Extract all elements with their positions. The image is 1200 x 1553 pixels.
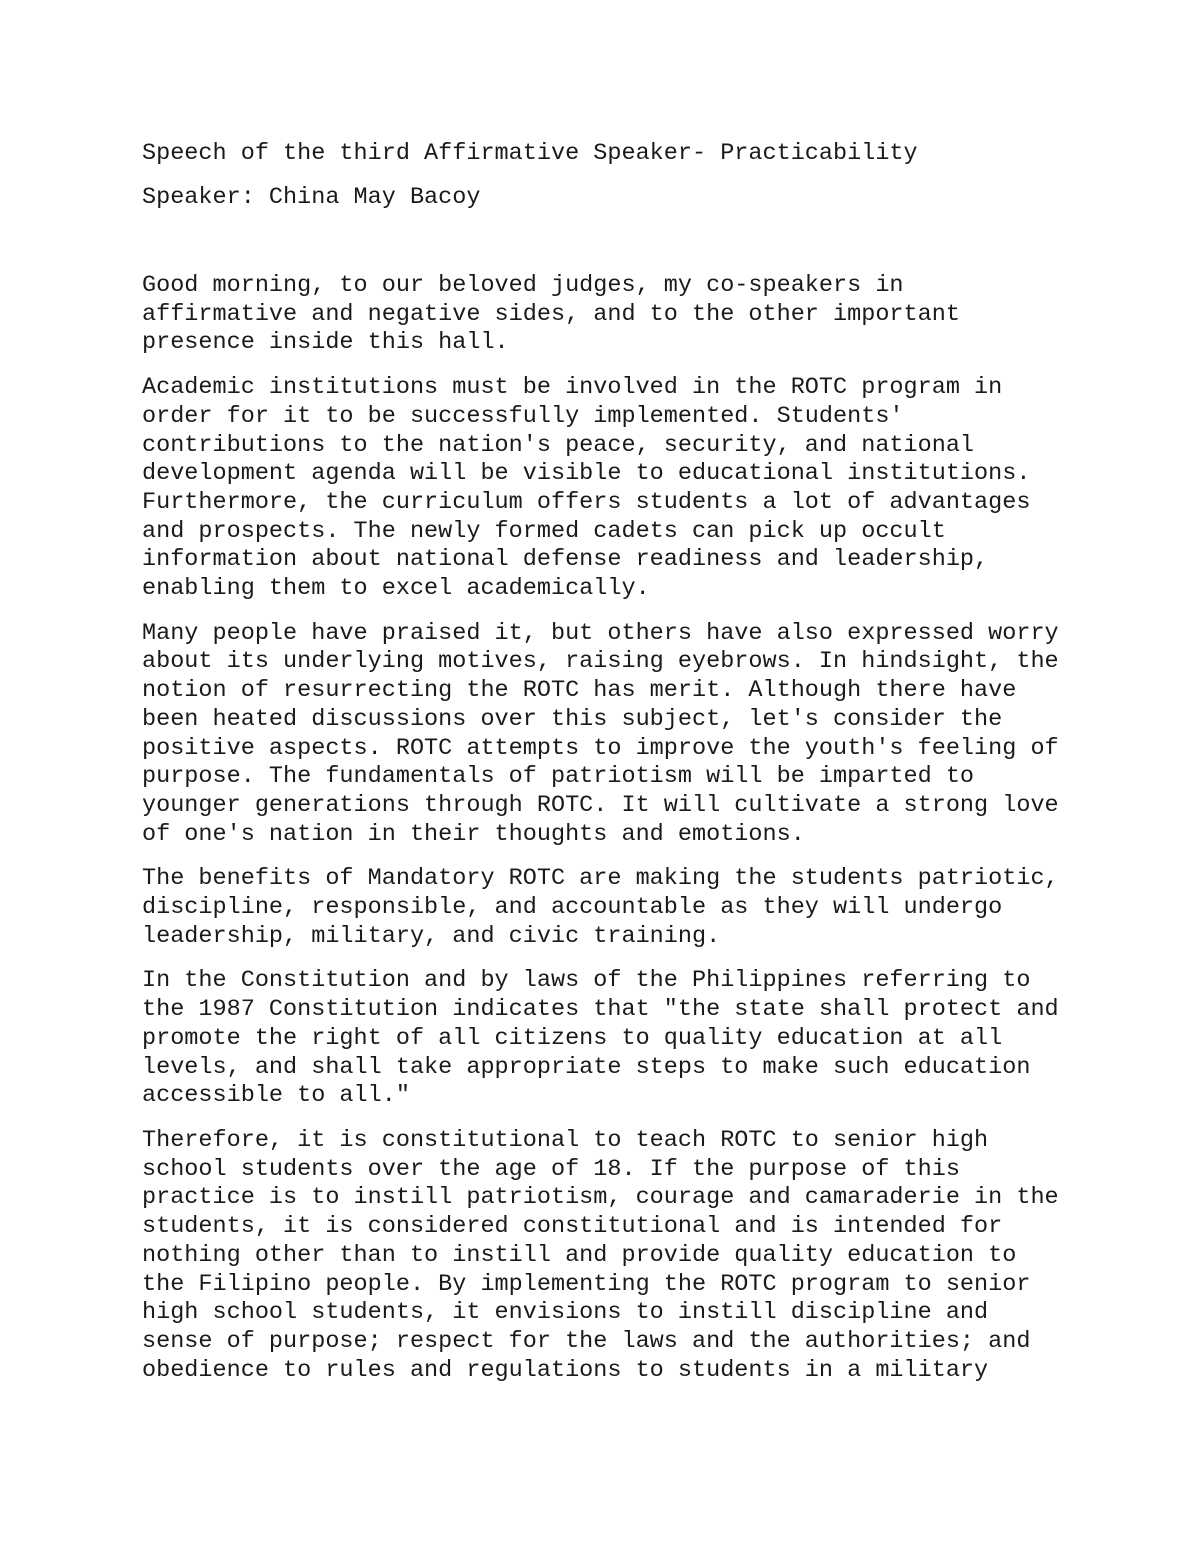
- paragraph-praise-and-worry: [142, 620, 1092, 850]
- text-line: the 1987 Constitution indicates that "the state shall protect and: [142, 996, 1059, 1024]
- speech-body: [142, 272, 1092, 1401]
- text-line: notion of resurrecting the ROTC has merit. Although there have: [142, 677, 1017, 705]
- text-line: nothing other than to instill and provide quality education to: [142, 1241, 1017, 1269]
- text-line: discipline, responsible, and accountable as they will undergo: [142, 894, 1003, 922]
- text-line: students, it is considered constitutional and is intended for: [142, 1213, 1003, 1241]
- text-line: practice is to instill patriotism, courage and camaraderie in the: [142, 1184, 1059, 1212]
- text-line: affirmative and negative sides, and to the other important: [142, 300, 960, 328]
- text-line: and prospects. The newly formed cadets can pick up occult: [142, 517, 946, 545]
- text-line: high school students, it envisions to instill discipline and: [142, 1299, 989, 1327]
- text-line: younger generations through ROTC. It will cultivate a strong love: [142, 791, 1059, 819]
- text-line: purpose. The fundamentals of patriotism will be imparted to: [142, 763, 975, 791]
- text-line: promote the right of all citizens to quality education at all: [142, 1024, 1003, 1052]
- paragraph-benefits: [142, 865, 1092, 951]
- text-line: obedience to rules and regulations to students in a military: [142, 1356, 989, 1384]
- text-line: positive aspects. ROTC attempts to improve the youth's feeling of: [142, 734, 1059, 762]
- text-line: order for it to be successfully implemented. Students': [142, 402, 904, 430]
- text-line: of one's nation in their thoughts and emotions.: [142, 820, 805, 848]
- text-line: Good morning, to our beloved judges, my co-speakers in: [142, 272, 904, 299]
- text-line: Many people have praised it, but others have also expressed worry: [142, 619, 1059, 647]
- page-title: Speech of the third Affirmative Speaker- Practicability: [142, 140, 918, 167]
- text-line: Therefore, it is constitutional to teach ROTC to senior high: [142, 1126, 989, 1154]
- paragraph-academic-institutions: [142, 374, 1092, 604]
- text-line: accessible to all.": [142, 1082, 410, 1110]
- text-line: contributions to the nation's peace, security, and national: [142, 431, 975, 459]
- paragraph-greeting: [142, 272, 1092, 358]
- text-line: Furthermore, the curriculum offers students a lot of advantages: [142, 488, 1031, 516]
- text-line: information about national defense readiness and leadership,: [142, 546, 989, 574]
- text-line: leadership, military, and civic training.: [142, 922, 721, 950]
- text-line: enabling them to excel academically.: [142, 575, 650, 603]
- text-line: the Filipino people. By implementing the ROTC program to senior: [142, 1270, 1031, 1298]
- text-line: about its underlying motives, raising eyebrows. In hindsight, the: [142, 648, 1059, 676]
- text-line: been heated discussions over this subject, let's consider the: [142, 705, 1003, 733]
- paragraph-therefore: [142, 1127, 1092, 1385]
- paragraph-constitution: [142, 967, 1092, 1111]
- text-line: school students over the age of 18. If the purpose of this: [142, 1155, 960, 1183]
- text-line: development agenda will be visible to educational institutions.: [142, 460, 1031, 488]
- speaker-name: Speaker: China May Bacoy: [142, 184, 481, 211]
- text-line: The benefits of Mandatory ROTC are making the students patriotic,: [142, 865, 1059, 893]
- text-line: sense of purpose; respect for the laws and the authorities; and: [142, 1327, 1031, 1355]
- text-line: presence inside this hall.: [142, 329, 509, 357]
- text-line: Academic institutions must be involved in the ROTC program in: [142, 374, 1003, 402]
- text-line: levels, and shall take appropriate steps to make such education: [142, 1053, 1031, 1081]
- text-line: In the Constitution and by laws of the Philippines referring to: [142, 967, 1031, 995]
